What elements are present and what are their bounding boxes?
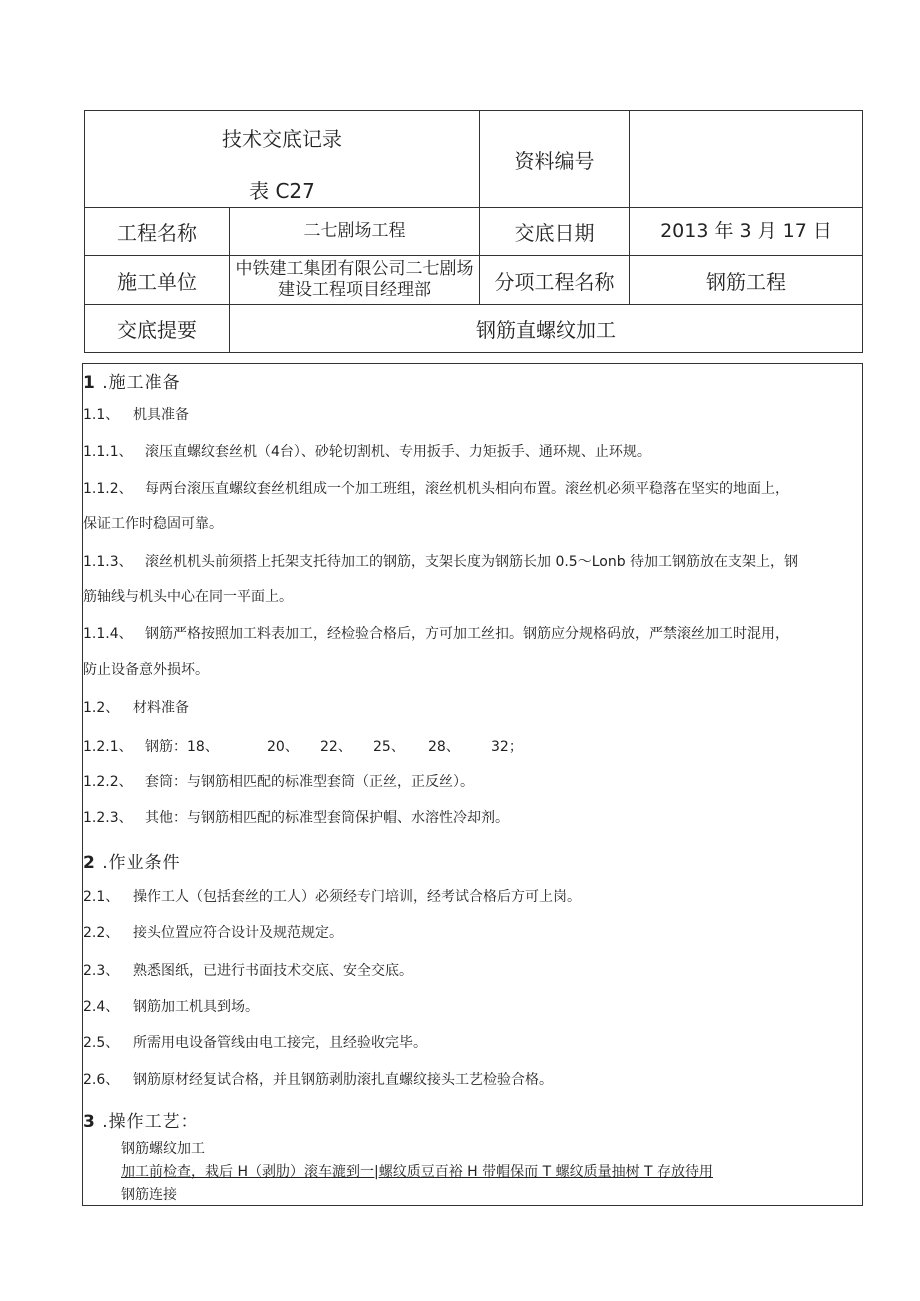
item-text: 钢筋加工机具到场。 [133,999,259,1015]
rebar-size: 25、 [373,739,405,755]
summary-value: 钢筋直螺纹加工 [230,305,863,353]
item-number: 1.2.2、 [83,774,133,790]
item-2-3 [83,960,413,980]
unit-value [230,256,480,305]
item-number: 1.1.4、 [83,626,133,642]
subproject-label: 分项工程名称 [480,256,630,305]
doc-no-label: 资料编号 [480,111,630,208]
item-number: 2.4、 [83,999,120,1015]
item-1-2-2 [83,771,474,791]
item-1-1-3-cont: 筋轴线与机头中心在同一平面上。 [83,589,293,605]
date-label: 交底日期 [480,208,630,256]
item-text: 滚丝机机头前须搭上托架支托待加工的钢筋，支架长度为钢筋长加 0.5～Lonb 待加工钢筋放在支架上，钢 [145,554,799,570]
item-number: 1.2.1、 [83,739,133,755]
item-1-2 [83,697,189,717]
rebar-size: 22、 [320,739,352,755]
item-text: 套筒：与钢筋相匹配的标准型套筒（正丝，正反丝）。 [145,774,474,790]
item-1-2-1 [83,736,523,756]
section-1-title: .施工准备 [102,373,181,393]
rebar-size: 28、 [428,739,460,755]
item-number: 1.1.2、 [83,481,133,497]
item-number: 1.1.3、 [83,554,133,570]
item-number: 1.2.3、 [83,810,133,826]
item-number: 1.1、 [83,407,120,423]
process-flow: 加工前检查，栽后 H（剥肋）滚车漉到一|螺纹质豆百裕 H 带帽保而 T 螺纹质量抽树 T 存放待用 [121,1164,714,1180]
unit-line1: 中铁建工集团有限公司二七剧场 [235,259,474,279]
doc-no-value [630,111,863,208]
project-name-label: 工程名称 [85,208,230,256]
item-1-1-2 [83,478,789,498]
section-1-number: 1 [83,373,96,393]
item-2-1 [83,886,581,906]
item-text: 材料准备 [133,700,189,716]
rebar-size: 20、 [267,739,299,755]
section-1-heading [83,368,181,393]
item-text: 熟悉图纸，已进行书面技术交底、安全交底。 [133,963,413,979]
item-text: 钢筋严格按照加工料表加工，经检验合格后，方可加工丝扣。钢筋应分规格码放，严禁滚丝加工时混用， [145,626,789,642]
item-text: 钢筋原材经复试合格，并且钢筋剥肋滚扎直螺纹接头工艺检验合格。 [133,1072,553,1088]
connection-subtitle: 钢筋连接 [121,1187,177,1203]
item-text: 接头位置应符合设计及规范规定。 [133,925,343,941]
unit-label: 施工单位 [85,256,230,305]
item-number: 2.5、 [83,1035,120,1051]
subproject-value: 钢筋工程 [630,256,863,305]
unit-line2: 建设工程项目经理部 [278,280,431,300]
date-value: 2013 年 3 月 17 日 [630,208,863,256]
item-number: 1.1.1、 [83,444,133,460]
item-1-1-4-cont: 防止设备意外损坏。 [83,662,209,678]
project-name: 二七剧场工程 [230,208,480,256]
section-2-heading [83,848,181,873]
item-text: 钢筋： [145,739,187,755]
item-1-1 [83,404,189,424]
summary-label: 交底提要 [85,305,230,353]
item-text: 机具准备 [133,407,189,423]
header-table [84,110,863,353]
item-number: 2.3、 [83,963,120,979]
item-number: 2.6、 [83,1072,120,1088]
process-subtitle: 钢筋螺纹加工 [121,1141,205,1157]
item-1-1-3 [83,551,798,571]
rebar-size: 18、 [187,739,219,755]
item-1-2-3 [83,807,509,827]
rebar-size: 32； [491,739,523,755]
item-2-5 [83,1032,427,1052]
item-text: 操作工人（包括套丝的工人）必须经专门培训，经考试合格后方可上岗。 [133,889,581,905]
section-2-number: 2 [83,853,96,873]
item-number: 2.1、 [83,889,120,905]
form-title: 技术交底记录 [222,127,342,151]
form-code: 表 C27 [249,179,315,203]
section-3-number: 3 [83,1112,96,1132]
item-1-1-4 [83,623,789,643]
item-text: 滚压直螺纹套丝机（4台）、砂轮切割机、专用扳手、力矩扳手、通环规、止环规。 [145,444,651,460]
item-2-6 [83,1069,553,1089]
item-text: 所需用电设备管线由电工接完，且经验收完毕。 [133,1035,427,1051]
item-1-1-1 [83,441,651,461]
item-text: 其他：与钢筋相匹配的标准型套筒保护帽、水溶性冷却剂。 [145,810,509,826]
item-number: 1.2、 [83,700,120,716]
item-2-2 [83,922,343,942]
section-2-title: .作业条件 [102,853,181,873]
section-3-title: .操作工艺： [102,1112,199,1132]
item-text: 每两台滚压直螺纹套丝机组成一个加工班组，滚丝机机头相向布置。滚丝机必须平稳落在坚实的地面上， [145,481,789,497]
item-2-4 [83,996,259,1016]
item-1-1-2-cont: 保证工作时稳固可靠。 [83,516,223,532]
title-cell [85,111,480,208]
section-3-heading [83,1107,199,1132]
item-number: 2.2、 [83,925,120,941]
content-box [82,363,863,1206]
